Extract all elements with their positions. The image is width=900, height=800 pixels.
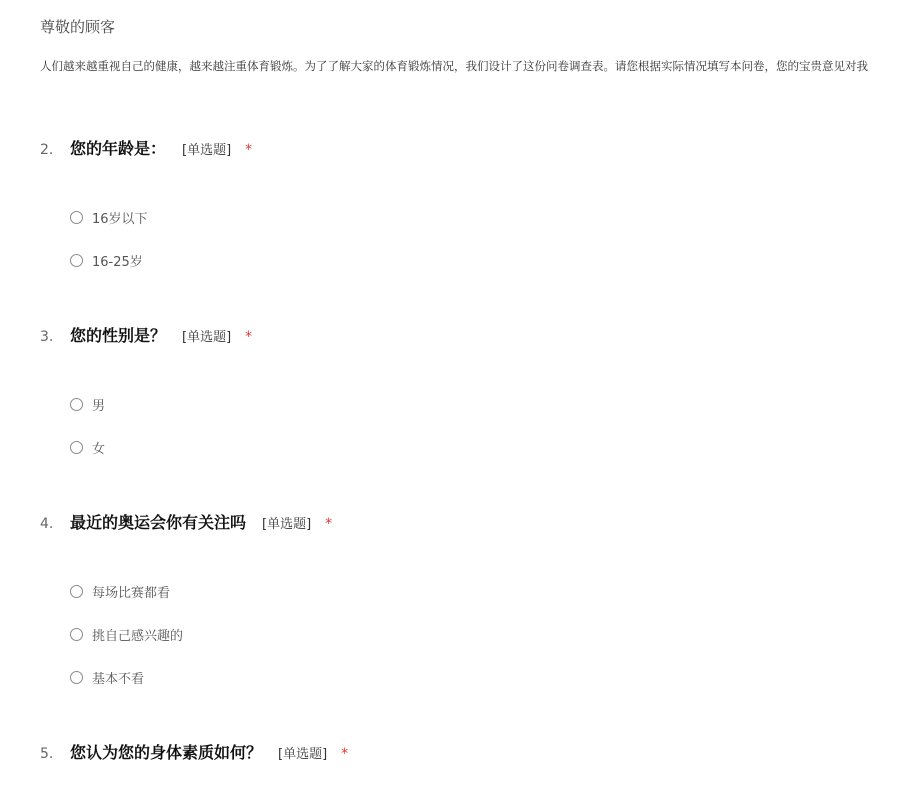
question-number: 4. bbox=[40, 516, 54, 532]
option-label[interactable]: 男 bbox=[92, 399, 106, 414]
radio-button[interactable] bbox=[70, 398, 83, 411]
survey-intro: 人们越来越重视自己的健康，越来越注重体育锻炼。为了了解大家的体育锻炼情况，我们设计了这份问卷调查表。请您根据实际情况填写本问卷，您的宝贵意见对我 bbox=[40, 59, 868, 73]
radio-button[interactable] bbox=[70, 628, 83, 641]
required-marker: * bbox=[341, 746, 349, 762]
question-title: 您的年龄是： bbox=[70, 139, 167, 158]
option-label[interactable]: 挑自己感兴趣的 bbox=[92, 629, 184, 644]
option-label[interactable]: 16-25岁 bbox=[92, 255, 143, 270]
radio-button[interactable] bbox=[70, 254, 83, 267]
required-marker: * bbox=[245, 142, 253, 158]
question-type-label: [单选题] bbox=[262, 517, 312, 532]
question-title: 您认为您的身体素质如何？ bbox=[70, 743, 263, 762]
radio-button[interactable] bbox=[70, 441, 83, 454]
question-title: 最近的奥运会你有关注吗 bbox=[70, 513, 247, 532]
option-watch-interesting[interactable] bbox=[70, 625, 183, 644]
question-number: 3. bbox=[40, 329, 54, 345]
option-label[interactable]: 16岁以下 bbox=[92, 212, 148, 227]
question-type-label: [单选题] bbox=[278, 747, 328, 762]
question-type-label: [单选题] bbox=[182, 143, 232, 158]
option-label[interactable]: 每场比赛都看 bbox=[92, 586, 171, 601]
question-title: 您的性别是？ bbox=[70, 326, 167, 345]
option-gender-female[interactable] bbox=[70, 438, 105, 457]
question-4 bbox=[40, 510, 332, 533]
question-2 bbox=[40, 136, 252, 159]
option-watch-every-match[interactable] bbox=[70, 582, 170, 601]
option-label[interactable]: 基本不看 bbox=[92, 672, 145, 687]
option-gender-male[interactable] bbox=[70, 395, 105, 414]
radio-button[interactable] bbox=[70, 585, 83, 598]
radio-button[interactable] bbox=[70, 671, 83, 684]
radio-button[interactable] bbox=[70, 211, 83, 224]
survey-greeting: 尊敬的顾客 bbox=[40, 18, 116, 36]
option-watch-rarely[interactable] bbox=[70, 668, 144, 687]
required-marker: * bbox=[325, 516, 333, 532]
option-label[interactable]: 女 bbox=[92, 442, 106, 457]
question-number: 5. bbox=[40, 746, 54, 762]
question-3 bbox=[40, 323, 252, 346]
option-age-under-16[interactable] bbox=[70, 208, 148, 227]
required-marker: * bbox=[245, 329, 253, 345]
option-age-16-25[interactable] bbox=[70, 251, 143, 270]
question-5 bbox=[40, 740, 348, 763]
question-number: 2. bbox=[40, 142, 54, 158]
question-type-label: [单选题] bbox=[182, 330, 232, 345]
